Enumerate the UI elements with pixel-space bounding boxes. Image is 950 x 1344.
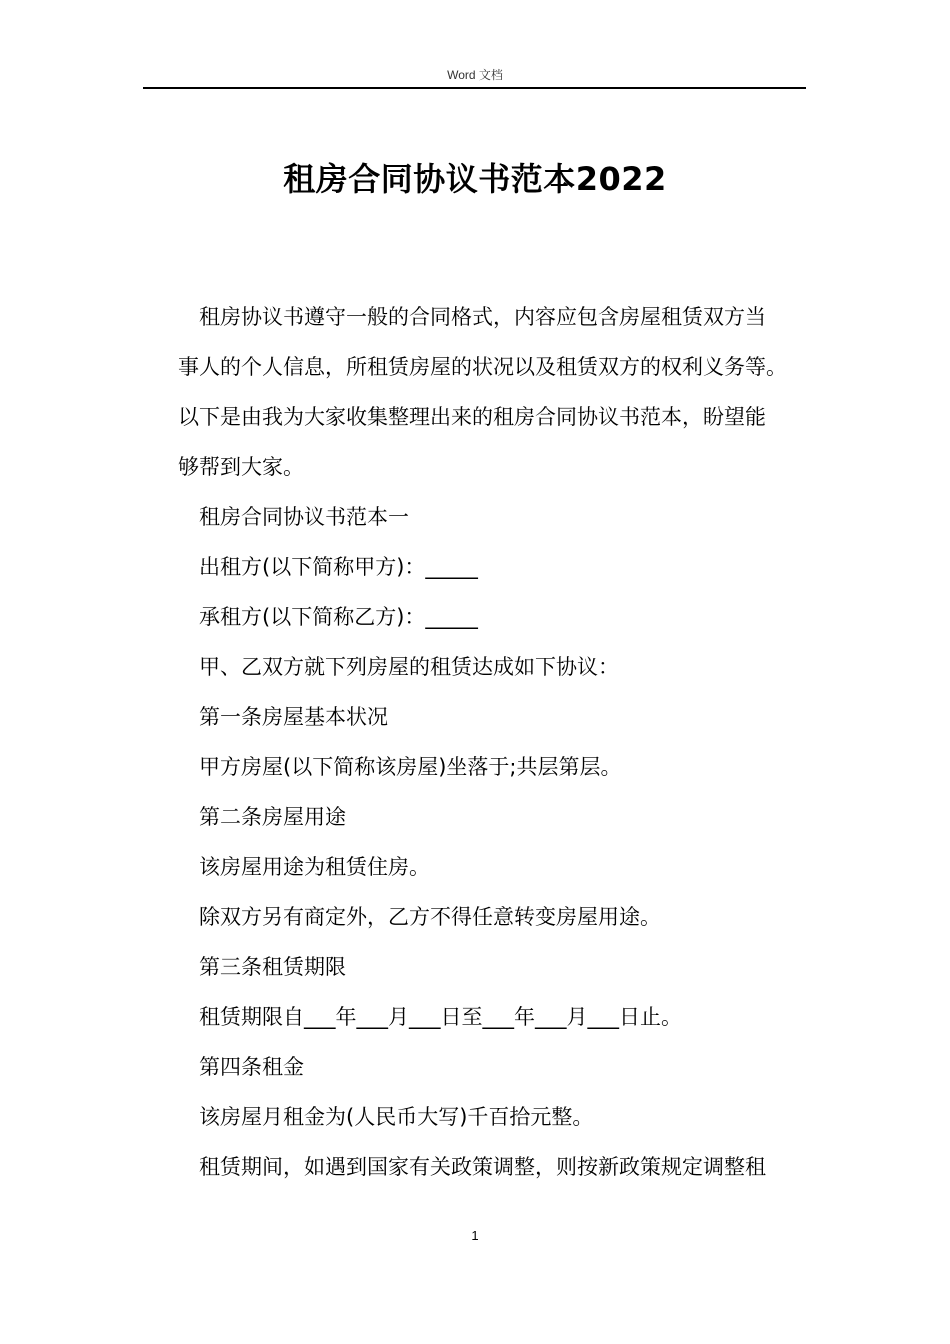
text-line: 第三条租赁期限 <box>199 955 346 979</box>
document-body <box>178 300 818 1200</box>
text-line: 该房屋用途为租赁住房。 <box>199 855 430 879</box>
page-number: 1 <box>471 1228 479 1243</box>
text-line: 第四条租金 <box>199 1055 304 1079</box>
text-line: 该房屋月租金为(人民币大写)千百拾元整。 <box>199 1105 594 1129</box>
text-line: 租房合同协议书范本一 <box>199 505 409 529</box>
text-line: 第二条房屋用途 <box>199 805 346 829</box>
text-line: 租赁期间，如遇到国家有关政策调整，则按新政策规定调整租 <box>199 1155 766 1179</box>
header-divider <box>143 87 806 89</box>
text-line: 承租方(以下简称乙方)：_____ <box>199 605 478 629</box>
text-line: 够帮到大家。 <box>178 455 304 479</box>
text-line: 事人的个人信息，所租赁房屋的状况以及租赁双方的权利义务等。 <box>178 355 787 379</box>
document-title: 租房合同协议书范本2022 <box>283 160 667 198</box>
text-line: 除双方另有商定外，乙方不得任意转变房屋用途。 <box>199 905 661 929</box>
text-line: 甲、乙双方就下列房屋的租赁达成如下协议： <box>199 655 619 679</box>
text-line: 出租方(以下简称甲方)：_____ <box>199 555 478 579</box>
text-line: 租房协议书遵守一般的合同格式，内容应包含房屋租赁双方当 <box>199 305 766 329</box>
text-line: 甲方房屋(以下简称该房屋)坐落于;共层第层。 <box>199 755 622 779</box>
text-line: 租赁期限自___年___月___日至___年___月___日止。 <box>199 1005 682 1029</box>
page-header: Word 文档 <box>447 68 503 82</box>
text-line: 以下是由我为大家收集整理出来的租房合同协议书范本，盼望能 <box>178 405 766 429</box>
text-line: 第一条房屋基本状况 <box>199 705 388 729</box>
